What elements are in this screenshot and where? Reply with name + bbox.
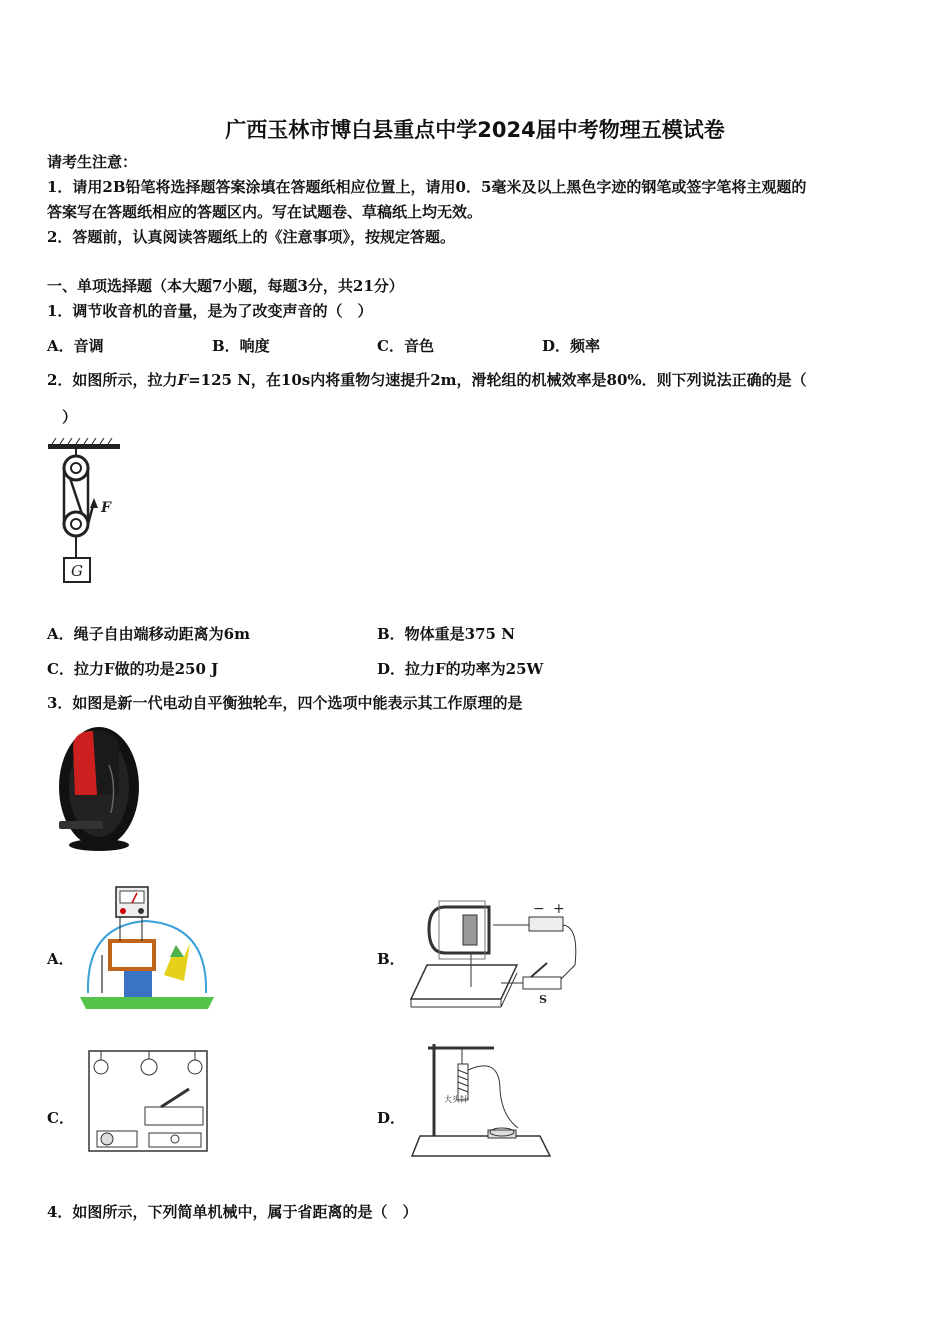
q4-stem: 4．如图所示，下列简单机械中，属于省距离的是（ ）: [47, 1203, 418, 1221]
force-label: F: [101, 500, 111, 516]
option-a-generator-figure: [80, 885, 215, 1013]
coil: [110, 941, 154, 969]
q1-option-a: A．音调: [47, 337, 104, 355]
magnet: [124, 971, 152, 997]
knife-switch: [145, 1107, 203, 1125]
pulley-figure: [48, 438, 128, 590]
base-plate: [80, 997, 214, 1009]
page-title: 广西玉林市博白县重点中学2024届中考物理五模试卷: [225, 118, 725, 142]
bulb-middle: [141, 1059, 157, 1075]
force-arrow: [90, 498, 98, 508]
q2-stem-close: ）: [62, 408, 78, 426]
q3-label-b: B．: [377, 950, 405, 968]
table: [412, 1136, 550, 1156]
q2-option-d: D．拉力F的功率为25W: [377, 660, 544, 678]
bulb-left: [94, 1060, 108, 1074]
switch-label: S: [539, 993, 547, 1006]
q1-option-d: D．频率: [542, 337, 601, 355]
q3-stem: 3．如图是新一代电动自平衡独轮车，四个选项中能表示其工作原理的是: [47, 694, 523, 712]
q1-option-c: C．音色: [377, 337, 434, 355]
q3-label-d: D．: [377, 1109, 406, 1127]
battery-minus: −: [533, 901, 545, 917]
q3-label-c: C．: [47, 1109, 74, 1127]
notice-line-1b: 答案写在答题纸相应的答题区内。写在试题卷、草稿纸上均无效。: [47, 203, 483, 221]
bulb-right: [188, 1060, 202, 1074]
q1-option-b: B．响度: [212, 337, 270, 355]
unicycle-red-panel: [73, 731, 97, 795]
notice-line-1a: 1．请用2B铅笔将选择题答案涂填在答题纸相应位置上，请用0．5毫米及以上黑色字迹的钢笔或签字笔将主观题的: [47, 178, 807, 196]
pins-label: 大头针: [444, 1095, 468, 1104]
board: [411, 965, 517, 999]
q2-option-c: C．拉力F做的功是250 J: [47, 660, 219, 678]
battery: [529, 917, 563, 931]
ceiling: [48, 444, 120, 449]
section-heading: 一、单项选择题（本大题7小题，每题3分，共21分）: [47, 277, 404, 295]
q2-stem-pre: 2．如图所示，拉力: [47, 371, 178, 389]
horseshoe-magnet: [429, 907, 489, 953]
weight-label: G: [71, 562, 83, 580]
option-b-electromagnet-figure: [405, 895, 585, 1015]
fixed-pulley: [64, 456, 88, 480]
q1-stem: 1．调节收音机的音量，是为了改变声音的（ ）: [47, 302, 373, 320]
battery-plus: +: [553, 901, 565, 917]
movable-pulley: [64, 512, 88, 536]
option-d-electromagnet-figure: [410, 1040, 555, 1162]
option-c-motor-circuit-figure: [85, 1045, 215, 1157]
notice-heading: 请考生注意：: [47, 153, 138, 171]
q2-option-a: A．绳子自由端移动距离为6m: [47, 625, 250, 643]
q3-label-a: A．: [47, 950, 74, 968]
q2-stem-var: F: [177, 371, 189, 389]
q2-stem: [47, 370, 807, 390]
unicycle-image: [55, 725, 145, 853]
notice-line-2: 2．答题前，认真阅读答题纸上的《注意事项》，按规定答题。: [47, 228, 455, 246]
q2-option-b: B．物体重是375 N: [377, 625, 515, 643]
ceiling-hatch: [52, 438, 112, 444]
q2-stem-post: =125 N，在10s内将重物匀速提升2m，滑轮组的机械效率是80%．则下列说法正确的是（: [188, 371, 807, 389]
switch: [523, 977, 561, 989]
